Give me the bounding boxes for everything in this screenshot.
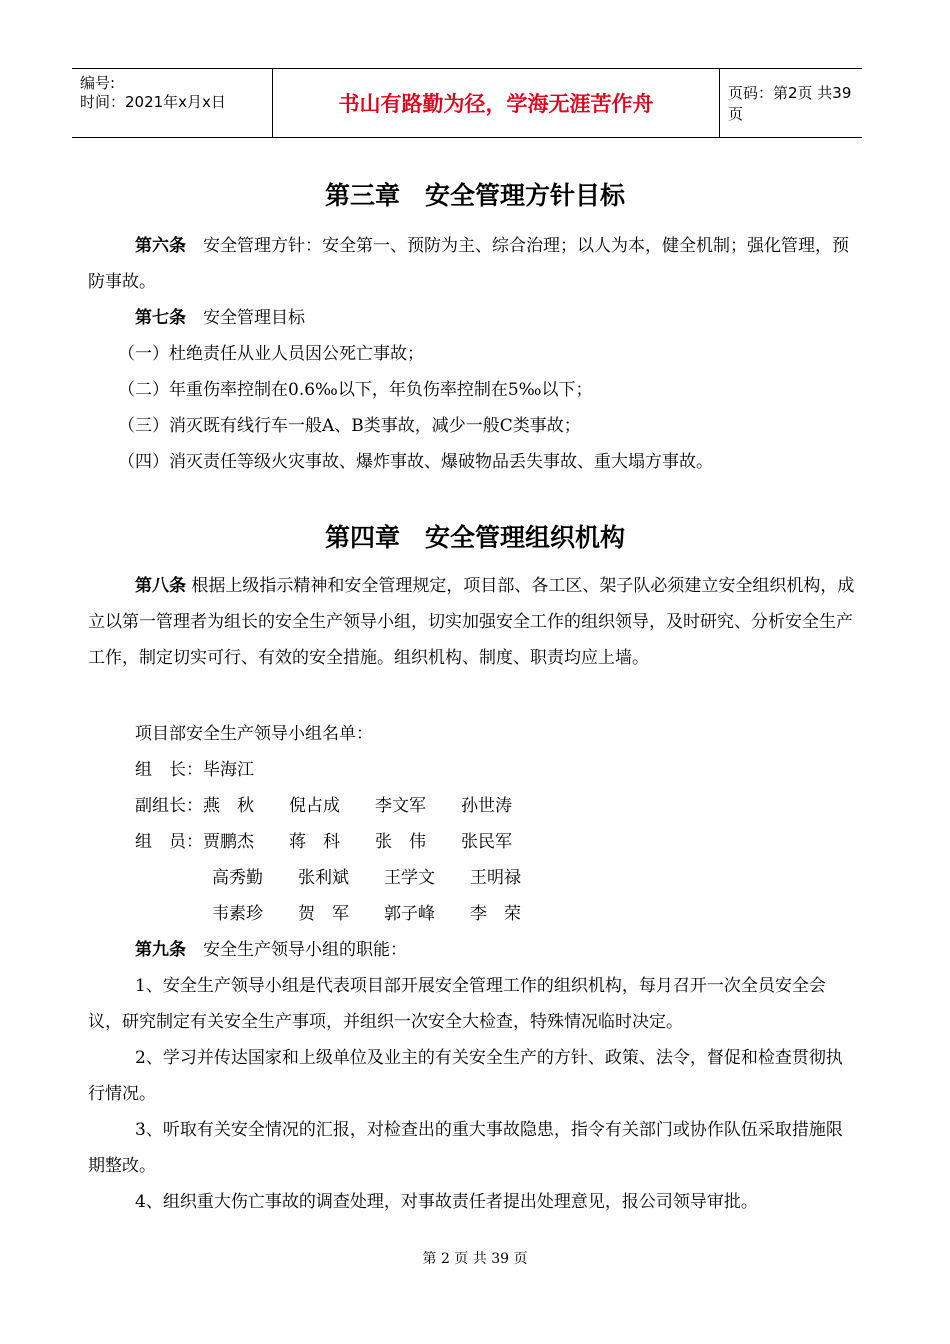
leader-name: 毕海江 (203, 760, 254, 780)
article-6 (88, 228, 858, 300)
member-name: 郭子峰 (384, 904, 435, 924)
deputy-name: 孙世涛 (461, 796, 512, 816)
article-9 (88, 932, 858, 968)
goal-item: （二）年重伤率控制在0.6‰以下，年负伤率控制在5‰以下； (118, 380, 593, 400)
member-name: 张民军 (461, 832, 512, 852)
article-8-text: 根据上级指示精神和安全管理规定，项目部、各工区、架子队必须建立安全组织机构，成立以第一管理者为组长的安全生产领导小组，切实加强安全工作的组织领导，及时研究、分析安全生产工作，制定切实可行、有效的安全措施。组织机构、制度、职责均应上墙。 (88, 576, 855, 668)
chapter-3-title: 第三章 安全管理方针目标 (324, 181, 625, 210)
goal-item: （一）杜绝责任从业人员因公死亡事故； (118, 344, 424, 364)
deputy-name: 燕 秋 (203, 796, 254, 816)
leader-label: 组 长： (135, 760, 203, 780)
duty-item: 2、学习并传达国家和上级单位及业主的有关安全生产的方针、政策、法令，督促和检查贯彻执行情况。 (88, 1048, 843, 1104)
member-label: 组 员： (135, 832, 203, 852)
member-name: 张 伟 (375, 832, 426, 852)
deputy-name: 倪占成 (289, 796, 340, 816)
member-name: 张利斌 (298, 868, 349, 888)
article-8 (88, 568, 858, 676)
article-7-label: 第七条 (135, 308, 186, 328)
member-name: 贾鹏杰 (203, 832, 254, 852)
team-member-row (212, 896, 556, 932)
chapter-4-title: 第四章 安全管理组织机构 (324, 523, 625, 552)
article-7-text: 安全管理目标 (186, 308, 305, 328)
member-name: 蒋 科 (289, 832, 340, 852)
article-6-label: 第六条 (135, 236, 186, 256)
header-page-info: 页码：第2页 共39页 (728, 84, 852, 123)
team-leader-row (135, 752, 254, 788)
header-meta (72, 69, 272, 137)
deputy-label: 副组长： (135, 796, 203, 816)
deputy-name: 李文军 (375, 796, 426, 816)
goal-item: （四）消灭责任等级火灾事故、爆炸事故、爆破物品丢失事故、重大塌方事故。 (118, 452, 713, 472)
team-member-row (135, 824, 547, 860)
article-9-text: 安全生产领导小组的职能： (186, 940, 407, 960)
member-name: 贺 军 (298, 904, 349, 924)
goal-item: （三）消灭既有线行车一般A、B类事故，减少一般C类事故； (118, 416, 581, 436)
article-8-label: 第八条 (135, 576, 186, 596)
doc-time-label: 时间：2021年x月x日 (80, 93, 226, 111)
team-member-row (212, 860, 556, 896)
member-name: 李 荣 (470, 904, 521, 924)
header-motto: 书山有路勤为径，学海无涯苦作舟 (272, 69, 720, 137)
team-list-title: 项目部安全生产领导小组名单： (135, 724, 373, 744)
article-9-label: 第九条 (135, 940, 186, 960)
duty-item: 4、组织重大伤亡事故的调查处理，对事故责任者提出处理意见，报公司领导审批。 (135, 1192, 758, 1212)
member-name: 王明禄 (470, 868, 521, 888)
member-name: 高秀勤 (212, 868, 263, 888)
team-deputy-row (135, 788, 547, 824)
duty-item: 3、听取有关安全情况的汇报，对检查出的重大事故隐患，指令有关部门或协作队伍采取措施限期整改。 (88, 1120, 843, 1176)
article-7 (88, 300, 858, 336)
member-name: 王学文 (384, 868, 435, 888)
duty-item: 1、安全生产领导小组是代表项目部开展安全管理工作的组织机构，每月召开一次全员安全会议，研究制定有关安全生产事项，并组织一次安全大检查，特殊情况临时决定。 (88, 976, 826, 1032)
member-name: 韦素珍 (212, 904, 263, 924)
doc-number-label: 编号: (80, 74, 116, 92)
page-footer: 第 2 页 共 39 页 (422, 1251, 528, 1267)
page-header (72, 68, 862, 138)
article-6-text: 安全管理方针：安全第一、预防为主、综合治理；以人为本，健全机制；强化管理，预防事故。 (88, 236, 849, 292)
